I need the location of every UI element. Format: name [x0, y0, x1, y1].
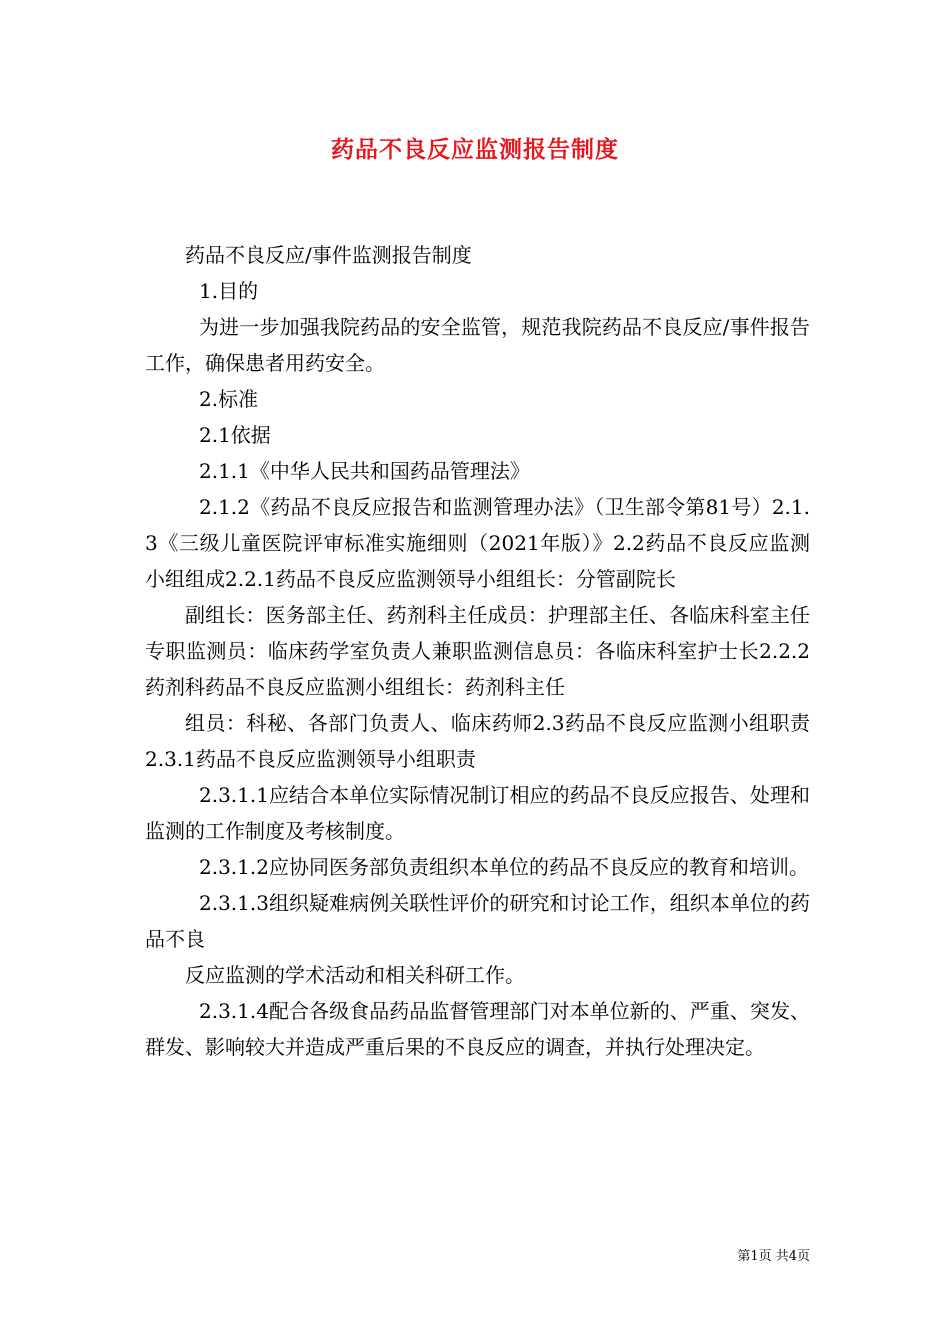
paragraph: 2.1.2《药品不良反应报告和监测管理办法》（卫生部令第81号）2.1.3《三级儿童医院评审标准实施细则（2021年版）》2.2药品不良反应监测小组组成2.2.1药品不良反应监测领导小组组长：分管副院长 [145, 495, 810, 591]
paragraph: 组员：科秘、各部门负责人、临床药师2.3药品不良反应监测小组职责2.3.1药品不良反应监测领导小组职责 [145, 711, 810, 771]
paragraph: 2.1依据 [199, 423, 271, 447]
paragraph: 副组长：医务部主任、药剂科主任成员：护理部主任、各临床科室主任专职监测员：临床药学室负责人兼职监测信息员：各临床科室护士长2.2.2药剂科药品不良反应监测小组组长：药剂科主任 [145, 603, 810, 699]
paragraph: 2.3.1.1应结合本单位实际情况制订相应的药品不良反应报告、处理和监测的工作制度及考核制度。 [145, 783, 810, 843]
paragraph: 2.3.1.4配合各级食品药品监督管理部门对本单位新的、严重、突发、群发、影响较大并造成严重后果的不良反应的调查，并执行处理决定。 [145, 999, 810, 1059]
document-body [145, 237, 810, 1065]
document-title: 药品不良反应监测报告制度 [331, 136, 619, 163]
paragraph: 为进一步加强我院药品的安全监管，规范我院药品不良反应/事件报告工作，确保患者用药安全。 [145, 315, 810, 375]
paragraph: 2.标准 [199, 387, 259, 411]
paragraph: 2.3.1.3组织疑难病例关联性评价的研究和讨论工作，组织本单位的药品不良 [145, 891, 810, 951]
paragraph: 2.3.1.2应协同医务部负责组织本单位的药品不良反应的教育和培训。 [199, 855, 809, 879]
paragraph: 1.目的 [199, 279, 259, 303]
page-number-footer: 第1页 共4页 [737, 1249, 810, 1264]
paragraph: 2.1.1《中华人民共和国药品管理法》 [199, 459, 530, 483]
paragraph: 药品不良反应/事件监测报告制度 [185, 243, 472, 267]
paragraph: 反应监测的学术活动和相关科研工作。 [185, 963, 525, 987]
